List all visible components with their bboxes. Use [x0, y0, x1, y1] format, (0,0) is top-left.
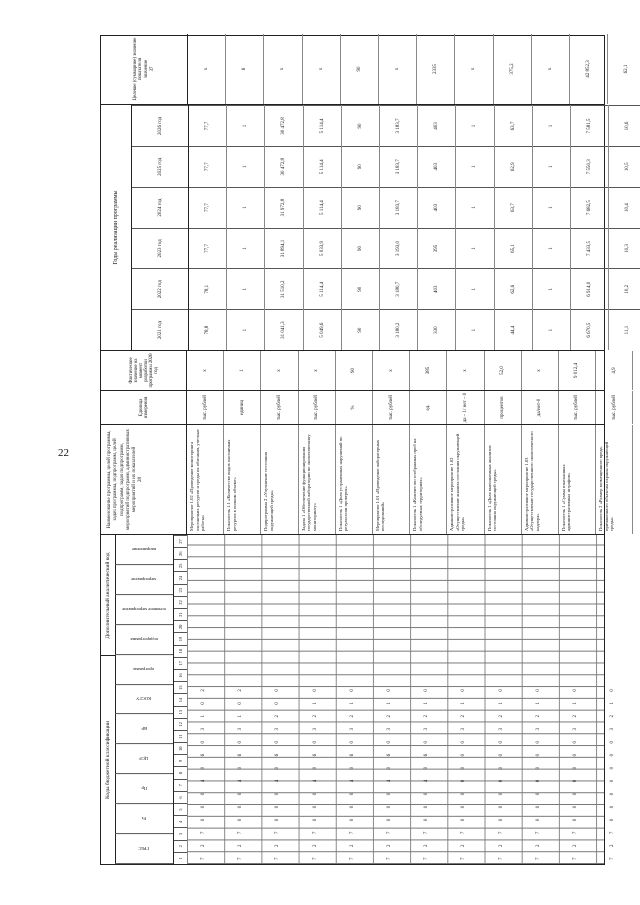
year-value-cell: 10,6 [609, 105, 640, 146]
base-value-cell: х [299, 351, 336, 390]
unit-cell: процентов [485, 391, 522, 424]
year-value-cell: 1 [456, 146, 493, 187]
code-digits-row: 7 2 7 0 0 0 0 0 0 0 3 2 1 0 [535, 684, 541, 860]
year-value-cell: 31 510,2 [265, 268, 302, 309]
final-value-cell: 62,1 [608, 34, 640, 104]
year-value-cell: 1 [456, 309, 493, 350]
code-column-number: 19 [174, 632, 188, 644]
final-value-cell: х [303, 34, 341, 104]
names-block [101, 424, 615, 534]
code-column-number: 1 [174, 852, 188, 864]
unit-cell: тыс. рублей [596, 391, 633, 424]
code-column-headers [115, 535, 173, 864]
year-header: 2023 год [132, 228, 188, 269]
year-value-cell: 6 670,5 [571, 309, 608, 350]
year-value-cell: 1 [227, 187, 264, 228]
year-value-cell: 403 [418, 146, 455, 187]
codes-grid [187, 535, 616, 864]
code-column-number: 27 [174, 535, 188, 547]
code-column-number: 9 [174, 754, 188, 766]
base-value-cell: 52,0 [485, 351, 522, 390]
code-digits-row: 7 2 7 0 0 0 0 0 0 0 3 2 1 0 [610, 684, 616, 860]
unit-cell: да/нет-0 [522, 391, 559, 424]
unit-cell: да – 1/ нет – 0 [447, 391, 484, 424]
year-value-cell: 10,3 [609, 228, 640, 269]
year-value-cell: 1 [456, 187, 493, 228]
code-column-header: Пр [115, 774, 173, 804]
unit-cell: тыс. рублей [559, 391, 596, 424]
final-header [101, 34, 188, 104]
year-value-cell: 3 183,7 [380, 146, 417, 187]
code-column-header: подпрограмма [115, 625, 173, 655]
code-column-number: 17 [174, 657, 188, 669]
base-value-cell: х [373, 351, 410, 390]
code-column-number: 23 [174, 584, 188, 596]
year-value-cell: 90 [342, 105, 379, 146]
code-column-header: ЦСР [115, 744, 173, 774]
year-value-cell: 5 114,4 [304, 187, 341, 228]
year-header: 2022 год [132, 268, 188, 309]
year-value-cell: 1 [533, 105, 570, 146]
year-value-cell: 78,8 [189, 309, 226, 350]
years-row [533, 105, 571, 350]
final-value-cell: х [455, 34, 493, 104]
indicator-name: Показатель 1.1 «Количество видов охотничьих ресурсов в полном объеме» [224, 425, 261, 534]
year-value-cell: 7 550,3 [571, 146, 608, 187]
code-column-number: 2 [174, 840, 188, 852]
code-digits-row: 7 2 7 0 0 0 4 0 6 0 3 1 0 2 [238, 684, 244, 860]
final-header-text: Целевое (суммарное) значение показателя [132, 37, 144, 101]
year-value-cell: 62,9 [495, 146, 532, 187]
base-value-cell: х [261, 351, 298, 390]
final-value-cell: 2335 [417, 34, 455, 104]
code-column-number: 13 [174, 706, 188, 718]
code-column-number: 7 [174, 779, 188, 791]
year-value-cell: 5 114,4 [304, 146, 341, 187]
year-value-cell: 1 [456, 105, 493, 146]
units-block [101, 390, 617, 424]
year-value-cell: 63,7 [495, 105, 532, 146]
year-header: 2021 год [132, 309, 188, 350]
code-column-number: 16 [174, 669, 188, 681]
names-header-text: Наименование программы, целей программы, задач программы, подпрограмм, целей подпрограмм, задач подпрограмм, мероприятий подпрограмм, административных мероприятий и их показателей [107, 429, 137, 530]
year-value-cell: 1 [227, 146, 264, 187]
code-column-header: ВР [115, 714, 173, 744]
year-value-cell: 3 183,7 [380, 105, 417, 146]
year-value-cell: 3 193,0 [380, 228, 417, 269]
indicator-name: Задача 1 «Обеспечение функционирования государственной лаборатории по экологическому мониторингу» [299, 425, 336, 534]
code-column-number: 8 [174, 767, 188, 779]
base-value-cell: 90 [336, 351, 373, 390]
unit-cell: единиц [224, 391, 261, 424]
final-value-cell: х [532, 34, 570, 104]
years-row [609, 105, 640, 350]
year-value-cell: 31 972,8 [265, 187, 302, 228]
years-row [265, 105, 303, 350]
code-column-header: Рз [115, 804, 173, 834]
year-value-cell: 10,2 [609, 268, 640, 309]
year-value-cell: 3 180,2 [380, 309, 417, 350]
years-row [342, 105, 380, 350]
year-value-cell: 63,7 [495, 187, 532, 228]
years-row [189, 105, 227, 350]
year-value-cell: 62,6 [495, 268, 532, 309]
code-column-number: 22 [174, 596, 188, 608]
base-value-cell: 385 [410, 351, 447, 390]
codes-header [101, 535, 188, 864]
year-value-cell: 78,1 [189, 268, 226, 309]
year-value-cell: 5 114,4 [304, 105, 341, 146]
year-value-cell: 77,7 [189, 228, 226, 269]
code-column-number: 21 [174, 608, 188, 620]
indicator-name: Показатель 1 «Сумма взысканных административных штрафов» [559, 425, 596, 534]
base-value-cell: 9 012,4 [559, 351, 596, 390]
year-value-cell: 65,1 [495, 228, 532, 269]
code-digits-row: 7 2 7 0 0 0 0 0 0 0 3 2 1 0 [461, 684, 467, 860]
unit-cell: тыс. рублей [261, 391, 298, 424]
year-value-cell: 5 033,9 [304, 228, 341, 269]
codes-subgroup-title: Дополнительный аналитический код [101, 535, 116, 656]
code-column-number: 10 [174, 742, 188, 754]
code-column-header: КОСГУ [115, 685, 173, 715]
year-value-cell: 403 [418, 187, 455, 228]
year-value-cell: 90 [342, 228, 379, 269]
indicator-name: Показатель 1 «Доля устраненных нарушений по результатам проверок» [336, 425, 373, 534]
year-value-cell: 5 114,4 [304, 268, 341, 309]
page-number: 22 [58, 447, 69, 459]
year-value-cell: 77,7 [189, 105, 226, 146]
year-value-cell: 7 682,5 [571, 187, 608, 228]
final-value-cell: х [188, 34, 226, 104]
year-value-cell: 10,4 [609, 187, 640, 228]
code-digits-row: 7 2 7 0 0 0 4 0 6 0 3 2 1 0 [424, 684, 430, 860]
year-value-cell: 90 [342, 309, 379, 350]
final-value-cell: 42 852,3 [570, 34, 608, 104]
code-column-number: 25 [174, 559, 188, 571]
year-value-cell: 7 433,5 [571, 228, 608, 269]
code-column-numbers [173, 535, 188, 864]
years-row [418, 105, 456, 350]
year-value-cell: 90 [342, 187, 379, 228]
year-header: 2025 год [132, 146, 188, 187]
unit-cell: тыс. рублей [373, 391, 410, 424]
code-column-header: мероприятие [115, 565, 173, 595]
year-value-cell: 1 [533, 187, 570, 228]
years-row [304, 105, 342, 350]
indicator-name: Показатель 1 «Количество отобранных проб на обследуемых территориях» [410, 425, 447, 534]
year-value-cell: 6 914,0 [571, 268, 608, 309]
year-value-cell: 1 [227, 268, 264, 309]
code-column-number: 15 [174, 681, 188, 693]
year-value-cell: 330 [418, 309, 455, 350]
years-row [495, 105, 533, 350]
code-column-header: основное мероприятие [115, 595, 173, 625]
years-title: Годы реализации программы [101, 105, 132, 350]
base-value-cell: х [187, 351, 224, 390]
base-value-cell: х [522, 351, 559, 390]
year-value-cell: 1 [533, 146, 570, 187]
final-value-cell: х [379, 34, 417, 104]
unit-cell: тыс. рублей [187, 391, 224, 424]
year-value-cell: 1 [456, 268, 493, 309]
code-column-number: 18 [174, 645, 188, 657]
year-value-cell: 10,5 [609, 146, 640, 187]
year-value-cell: 1 [227, 309, 264, 350]
year-value-cell: 1 [227, 105, 264, 146]
year-value-cell: 403 [418, 268, 455, 309]
year-value-cell: 1 [533, 268, 570, 309]
budget-codes-block [101, 534, 616, 864]
codes-group-title: Коды бюджетной классификации [101, 655, 116, 864]
code-column-number: 11 [174, 730, 188, 742]
names-header-num: 28 [138, 477, 144, 482]
year-value-cell: 1 [533, 228, 570, 269]
year-value-cell: 31 894,1 [265, 228, 302, 269]
year-value-cell: 1 [456, 228, 493, 269]
year-value-cell: 7 581,5 [571, 105, 608, 146]
indicator-name: Подпрограмма 2 «Улучшение состояния окружающей среды» [261, 425, 298, 534]
year-value-cell: 77,7 [189, 187, 226, 228]
code-digits-row: 7 2 7 0 0 0 4 0 6 0 3 2 1 0 [349, 684, 355, 860]
unit-header: Единица измерения [101, 391, 187, 424]
indicator-name: Административное мероприятие 1.03 «Осуществление государственного экологического надзора» [522, 425, 559, 534]
year-value-cell: 1 [227, 228, 264, 269]
indicator-name: Показатель 1 «Доля выполненных анализов состояния окружающей среды» [485, 425, 522, 534]
final-value-cell: х [264, 34, 302, 104]
years-row [380, 105, 418, 350]
final-value-cell: 90 [341, 34, 379, 104]
code-column-header: программа [115, 655, 173, 685]
final-num: 37 [149, 66, 155, 72]
final-value-cell: 6 [226, 34, 264, 104]
year-value-cell: 77,7 [189, 146, 226, 187]
final-value-cell: 375,2 [494, 34, 532, 104]
code-column-number: 14 [174, 693, 188, 705]
base-value-cell: 4,9 [596, 351, 633, 390]
base-value-cell: х [447, 351, 484, 390]
code-column-number: 5 [174, 803, 188, 815]
code-column-number: 4 [174, 815, 188, 827]
unit-cell: тыс. рублей [299, 391, 336, 424]
year-value-cell: 395 [418, 228, 455, 269]
year-value-cell: 3 180,7 [380, 268, 417, 309]
year-value-cell: 30 472,8 [265, 146, 302, 187]
code-digits-row: 7 2 7 0 0 0 0 0 0 0 3 2 1 0 [498, 684, 504, 860]
year-value-cell: 90 [342, 146, 379, 187]
code-digits-row: 7 2 7 0 0 0 4 0 6 0 3 2 0 0 [275, 684, 281, 860]
code-digits-row: 7 2 7 0 0 0 0 0 0 0 3 2 1 0 [573, 684, 578, 860]
years-row [227, 105, 265, 350]
year-value-cell: 403 [418, 105, 455, 146]
indicator-name: Мероприятие 1.01 «Проведение лабораторных исследований» [373, 425, 410, 534]
final-block [101, 34, 630, 104]
code-digits-row: 7 2 7 0 0 0 4 0 6 0 3 1 0 2 [201, 684, 206, 860]
base-year-block [101, 350, 617, 390]
code-column-number: 6 [174, 791, 188, 803]
years-row [456, 105, 494, 350]
code-column-number: 26 [174, 547, 188, 559]
unit-cell: % [336, 391, 373, 424]
final-label: значение [144, 59, 149, 79]
year-value-cell: 5 049,6 [304, 309, 341, 350]
code-column-header: ГРБС [115, 834, 173, 864]
code-column-number: 3 [174, 827, 188, 839]
year-value-cell: 11,1 [609, 309, 640, 350]
year-value-cell: 44,4 [495, 309, 532, 350]
code-column-number: 12 [174, 718, 188, 730]
code-column-header: направление [115, 535, 173, 565]
indicator-name: Административное мероприятие 1.02 «Осуществление анализа состояния окружающей среды» [447, 425, 484, 534]
code-digits-row: 7 2 7 0 0 0 4 0 6 0 3 2 1 0 [312, 684, 318, 860]
base-header: Фактическое значение на момент разработки программы 2020 год [101, 351, 187, 390]
year-headers [132, 105, 189, 350]
years-block [101, 104, 631, 350]
indicator-name: Мероприятие 1.02 «Проведение мониторинга охотничьих ресурсов и среды их обитания, учетные работы» [187, 425, 224, 534]
years-row [571, 105, 609, 350]
indicator-table [100, 35, 631, 865]
names-header [101, 425, 187, 534]
year-value-cell: 31 041,3 [265, 309, 302, 350]
year-value-cell: 90 [342, 268, 379, 309]
year-value-cell: 30 472,8 [265, 105, 302, 146]
year-header: 2026 год [132, 105, 188, 146]
code-column-number: 24 [174, 572, 188, 584]
year-value-cell: 3 183,7 [380, 187, 417, 228]
unit-cell: ед. [410, 391, 447, 424]
code-column-number: 20 [174, 620, 188, 632]
base-value-cell: 1 [224, 351, 261, 390]
code-digits-row: 7 2 7 0 0 0 4 0 6 0 3 2 1 0 [387, 684, 392, 860]
indicator-name: Показатель 2 «Размер возмещенного вреда, причиненного объектам охраны окружающей среды» [596, 425, 633, 534]
year-value-cell: 1 [533, 309, 570, 350]
year-header: 2024 год [132, 187, 188, 228]
